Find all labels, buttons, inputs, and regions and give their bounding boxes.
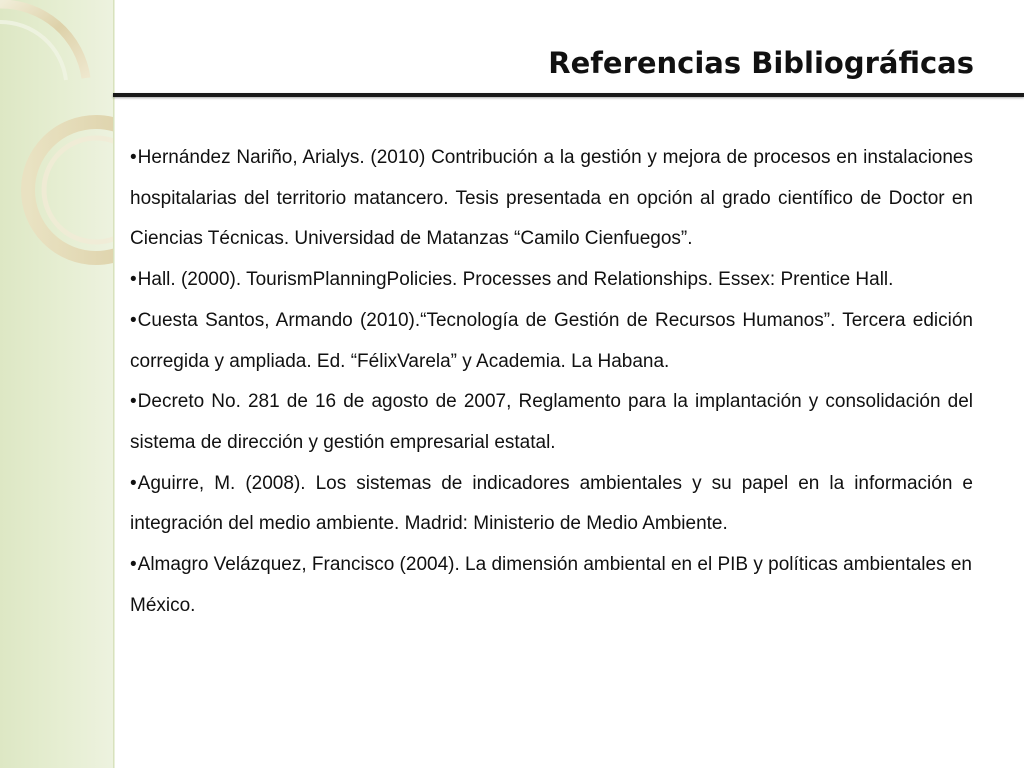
reference-list bbox=[130, 138, 973, 626]
reference-text: Aguirre, M. (2008). Los sistemas de indicadores ambientales y su papel en la información e integración del medio ambiente. Madrid: Ministerio de Medio Ambiente. bbox=[130, 472, 973, 535]
reference-item bbox=[130, 464, 973, 545]
ring-arc-top-inner bbox=[0, 22, 66, 80]
title-underline bbox=[113, 93, 1024, 97]
bullet-marker: • bbox=[130, 147, 137, 168]
reference-text: Almagro Velázquez, Francisco (2004). La dimensión ambiental en el PIB y políticas ambientales en México. bbox=[130, 554, 972, 616]
reference-item bbox=[130, 260, 973, 301]
bullet-marker: • bbox=[130, 472, 137, 494]
reference-item bbox=[130, 382, 973, 463]
ring-circle-inner bbox=[44, 138, 113, 242]
reference-text: Hernández Nariño, Arialys. (2010) Contribución a la gestión y mejora de procesos en instalaciones hospitalarias del territorio matancero. Tesis presentada en opción al grado científico de Doctor en Ciencias Técnicas. Universidad de Matanzas “Camilo Cienfuegos”. bbox=[130, 147, 973, 250]
decorative-rings bbox=[0, 0, 113, 280]
reference-text: Hall. (2000). TourismPlanningPolicies. Processes and Relationships. Essex: Prentice Hall. bbox=[137, 269, 894, 291]
side-band-edge bbox=[113, 0, 115, 768]
reference-text: Cuesta Santos, Armando (2010).“Tecnología de Gestión de Recursos Humanos”. Tercera edición corregida y ampliada. Ed. “FélixVarela” y Academia. La Habana. bbox=[130, 309, 973, 372]
bullet-marker: • bbox=[130, 391, 137, 413]
reference-item bbox=[130, 301, 973, 382]
bullet-marker: • bbox=[130, 554, 137, 576]
reference-text: Decreto No. 281 de 16 de agosto de 2007, Reglamento para la implantación y consolidación del sistema de dirección y gestión empresarial estatal. bbox=[130, 391, 973, 453]
slide-title: Referencias Bibliográficas bbox=[548, 46, 974, 80]
bullet-marker: • bbox=[130, 309, 137, 331]
ring-arc-top bbox=[0, 4, 86, 78]
reference-item bbox=[130, 545, 973, 626]
reference-item bbox=[130, 138, 973, 260]
bullet-marker: • bbox=[130, 269, 137, 291]
